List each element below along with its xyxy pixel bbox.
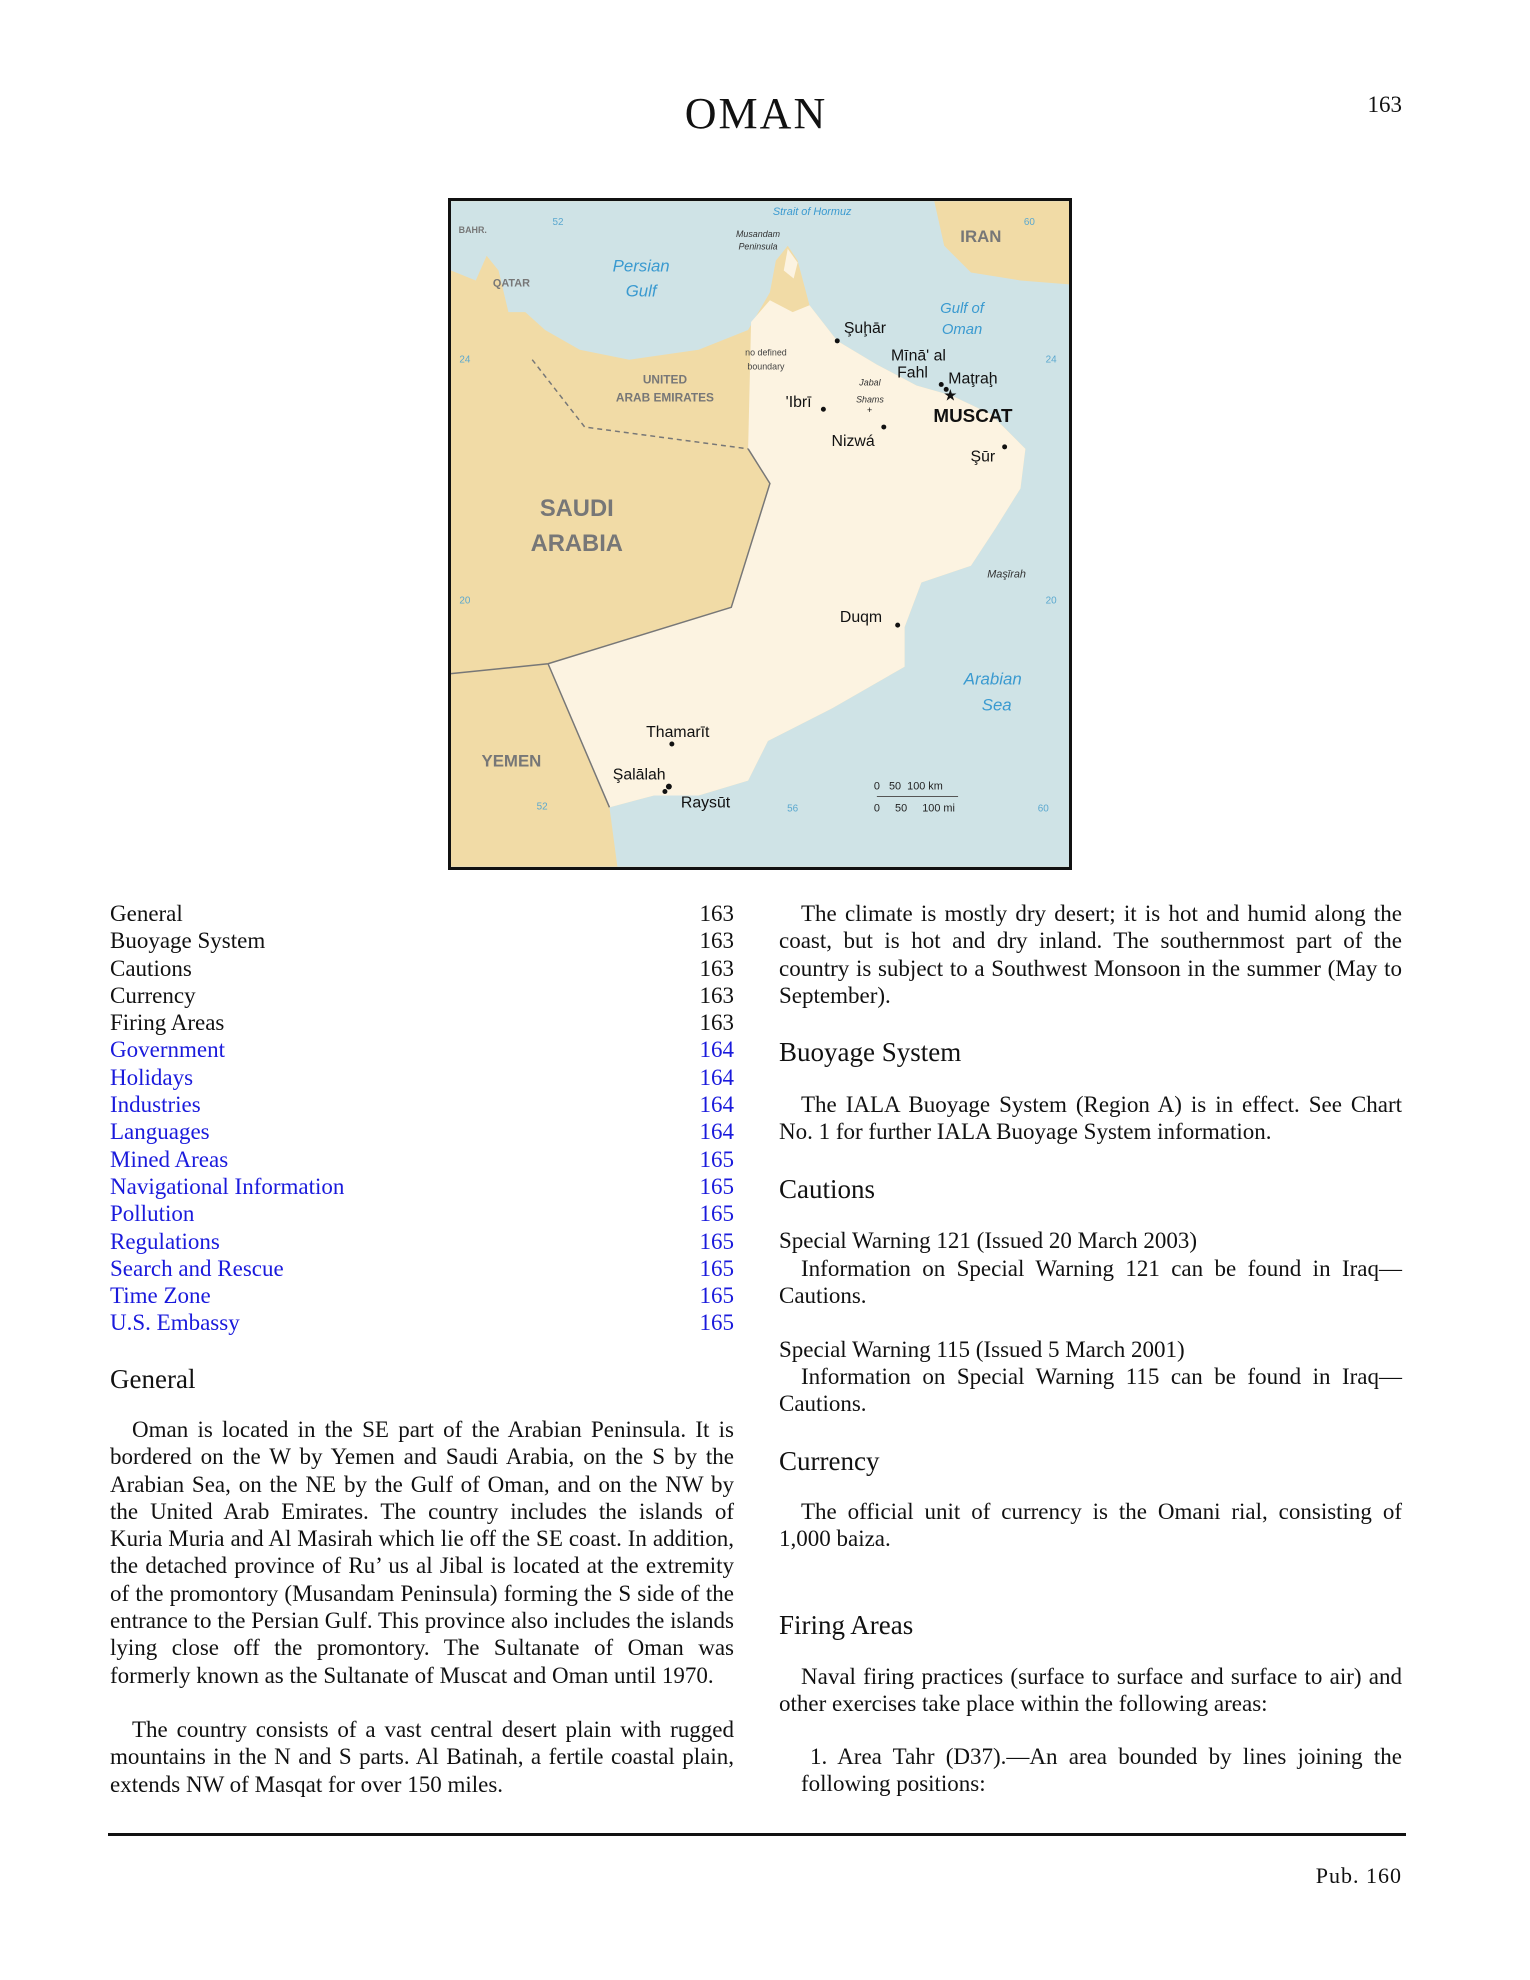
toc-entry[interactable] bbox=[110, 1118, 734, 1145]
toc-entry-page[interactable]: 164 bbox=[699, 1037, 734, 1063]
general-paragraph-2: The country consists of a vast central desert plain with rugged mountains in the N and S parts. Al Batinah, a fertile coastal plain, extends NW of Masqat for over 150 miles. bbox=[110, 1717, 734, 1797]
warning-115-title: Special Warning 115 (Issued 5 March 2001) bbox=[779, 1337, 1185, 1362]
lon-60-top: 60 bbox=[1023, 217, 1035, 228]
toc-entry-label: Buoyage System bbox=[110, 928, 266, 954]
toc-entry bbox=[110, 1009, 734, 1036]
toc-entry-page: 163 bbox=[699, 1010, 734, 1036]
city-dot-sur bbox=[1002, 444, 1007, 449]
toc-entry-page: 163 bbox=[699, 901, 734, 926]
city-fahl: Fahl bbox=[897, 364, 928, 382]
map-label-qatar: QATAR bbox=[492, 277, 530, 290]
map-label-saudi: SAUDI bbox=[539, 495, 614, 523]
toc-entry[interactable] bbox=[110, 1309, 734, 1336]
toc-entry[interactable] bbox=[110, 1228, 734, 1255]
map-label-bahr: BAHR. bbox=[458, 224, 487, 235]
toc-entry bbox=[110, 955, 734, 982]
toc-entry-label[interactable]: Regulations bbox=[110, 1228, 220, 1254]
toc-entry-page[interactable]: 165 bbox=[699, 1201, 734, 1227]
firing-area-item-1: 1. Area Tahr (D37).—An area bounded by lines joining the following positions: bbox=[801, 1744, 1402, 1797]
city-dot-raysut bbox=[662, 789, 667, 794]
capital-star-icon: ★ bbox=[943, 387, 958, 405]
lat-20-left: 20 bbox=[459, 595, 471, 607]
map-label-shams: Shams bbox=[856, 394, 884, 405]
toc-entry-label[interactable]: Pollution bbox=[110, 1201, 195, 1227]
publication-label: Pub. 160 bbox=[1315, 1863, 1402, 1888]
toc-entry-label[interactable]: Government bbox=[110, 1037, 225, 1063]
toc-entry[interactable] bbox=[110, 1282, 734, 1309]
oman-map bbox=[448, 198, 1072, 870]
scale-mi: 0 50 100 mi bbox=[873, 802, 955, 815]
lat-24-right: 24 bbox=[1045, 354, 1057, 366]
heading-cautions: Cautions bbox=[779, 1174, 876, 1204]
map-label-arabia: ARABIA bbox=[530, 529, 623, 557]
toc-entry-page: 163 bbox=[699, 982, 734, 1008]
city-mina-al: Mīnā' al bbox=[890, 347, 946, 365]
toc-entry-page[interactable]: 165 bbox=[699, 1228, 734, 1254]
toc-entry-label: Cautions bbox=[110, 955, 192, 981]
general-paragraph-climate: The climate is mostly dry desert; it is hot and humid along the coast, but is hot and dry inland. The southernmost part of the country is subject to a Southwest Monsoon in the summer (May to September). bbox=[779, 901, 1402, 1008]
toc-entry-label[interactable]: Search and Rescue bbox=[110, 1255, 284, 1281]
toc-entry[interactable] bbox=[110, 1173, 734, 1200]
heading-currency: Currency bbox=[779, 1446, 880, 1476]
map-label-persian: Persian bbox=[612, 256, 670, 276]
map-label-gulf: Gulf bbox=[625, 281, 657, 301]
page-number: 163 bbox=[1367, 92, 1402, 117]
currency-paragraph: The official unit of currency is the Omani rial, consisting of 1,000 baiza. bbox=[779, 1499, 1402, 1552]
toc-entry-label[interactable]: Mined Areas bbox=[110, 1146, 229, 1172]
toc-entry-page[interactable]: 165 bbox=[699, 1255, 734, 1281]
toc-entry-page: 163 bbox=[699, 955, 734, 981]
mountain-marker-icon: + bbox=[866, 405, 873, 416]
toc-entry-label[interactable]: Industries bbox=[110, 1092, 201, 1118]
map-label-musandam: Musandam bbox=[735, 228, 781, 239]
city-dot-nizwa bbox=[881, 425, 886, 430]
city-dot-salalah bbox=[666, 784, 672, 790]
city-dot-suhar bbox=[835, 338, 840, 343]
toc-entry-page[interactable]: 165 bbox=[699, 1146, 734, 1172]
map-label-boundary: boundary bbox=[747, 361, 785, 372]
toc-entry-label: Currency bbox=[110, 982, 196, 1008]
heading-general: General bbox=[110, 1364, 196, 1394]
page-title: OMAN bbox=[684, 89, 828, 138]
map-label-hormuz: Strait of Hormuz bbox=[772, 206, 852, 219]
lon-60-bottom: 60 bbox=[1037, 803, 1049, 815]
toc-entry-page[interactable]: 164 bbox=[699, 1119, 734, 1145]
map-label-masirah: Maşīrah bbox=[987, 568, 1026, 581]
firing-paragraph: Naval firing practices (surface to surface and surface to air) and other exercises take place within the following areas: bbox=[779, 1664, 1402, 1717]
toc-entry[interactable] bbox=[110, 1091, 734, 1118]
heading-firing-areas: Firing Areas bbox=[779, 1610, 914, 1640]
map-label-iran: IRAN bbox=[960, 226, 1002, 246]
toc-entry[interactable] bbox=[110, 1200, 734, 1227]
toc-entry bbox=[110, 900, 734, 927]
toc-entry-label: General bbox=[110, 901, 183, 926]
toc-entry-page[interactable]: 164 bbox=[699, 1092, 734, 1118]
toc-entry-page[interactable]: 165 bbox=[699, 1283, 734, 1309]
toc-entry[interactable] bbox=[110, 1036, 734, 1063]
city-raysut: Raysūt bbox=[680, 794, 731, 812]
toc-entry-page[interactable]: 165 bbox=[699, 1310, 734, 1336]
toc-entry-label: Firing Areas bbox=[110, 1010, 225, 1036]
city-suhar: Şuḩār bbox=[843, 319, 887, 337]
city-dot-duqm bbox=[895, 623, 900, 628]
city-ibri: 'Ibrī bbox=[785, 394, 812, 412]
map-label-oman-sea: Oman bbox=[941, 321, 983, 338]
table-of-contents bbox=[110, 900, 734, 1337]
city-dot-thamarit bbox=[669, 741, 674, 746]
city-duqm: Duqm bbox=[839, 609, 883, 627]
lon-52-bottom: 52 bbox=[536, 801, 548, 813]
footer-divider bbox=[108, 1833, 1406, 1836]
map-label-sea: Sea bbox=[981, 695, 1012, 715]
warning-121-text: Information on Special Warning 121 can be found in Iraq—Cautions. bbox=[779, 1256, 1402, 1309]
toc-entry bbox=[110, 927, 734, 954]
lon-56-bottom: 56 bbox=[787, 803, 799, 815]
toc-entry bbox=[110, 982, 734, 1009]
toc-entry-page[interactable]: 165 bbox=[699, 1173, 734, 1199]
toc-entry-label[interactable]: Languages bbox=[110, 1119, 210, 1145]
city-matrah: Maţraḩ bbox=[948, 370, 998, 388]
warning-121-title: Special Warning 121 (Issued 20 March 2003) bbox=[779, 1228, 1198, 1253]
heading-buoyage-system: Buoyage System bbox=[779, 1037, 962, 1067]
general-paragraph-1: Oman is located in the SE part of the Arabian Peninsula. It is bordered on the W by Yemen and Saudi Arabia, on the S by the Arabian Sea, on the NE by the Gulf of Oman, and on the NW by the United Arab Emirates. The country includes the islands of Kuria Muria and Al Masirah which lie off the SE coast. In addition, the detached province of Ru’ us al Jibal is located at the extremity of the promontory (Musandam Peninsula) forming the S side of the entrance to the Persian Gulf. This province also includes the islands lying close off the promontory. The Sultanate of Oman was formerly known as the Sultanate of Muscat and Oman until 1970. bbox=[110, 1417, 734, 1688]
map-label-united: UNITED bbox=[642, 372, 688, 387]
map-label-peninsula: Peninsula bbox=[738, 241, 778, 252]
warning-115-text: Information on Special Warning 115 can be found in Iraq—Cautions. bbox=[779, 1364, 1402, 1417]
toc-entry-label[interactable]: U.S. Embassy bbox=[110, 1310, 240, 1336]
toc-entry-page[interactable]: 164 bbox=[699, 1064, 734, 1090]
city-dot-mina bbox=[939, 382, 944, 387]
city-salalah: Şalālah bbox=[612, 766, 666, 784]
map-label-no-defined: no defined bbox=[745, 347, 787, 358]
toc-entry-label[interactable]: Navigational Information bbox=[110, 1173, 345, 1199]
scale-km: 0 50 100 km bbox=[873, 780, 943, 793]
toc-entry[interactable] bbox=[110, 1146, 734, 1173]
lon-52-top: 52 bbox=[552, 217, 564, 228]
map-label-arab-emirates: ARAB EMIRATES bbox=[615, 390, 714, 405]
toc-entry-label[interactable]: Time Zone bbox=[110, 1283, 211, 1309]
city-nizwa: Nizwá bbox=[831, 432, 875, 450]
toc-entry-page: 163 bbox=[699, 928, 734, 954]
map-label-jabal: Jabal bbox=[859, 377, 881, 388]
map-label-gulf-of: Gulf of bbox=[940, 301, 984, 318]
map-label-arabian: Arabian bbox=[963, 669, 1022, 689]
lat-20-right: 20 bbox=[1045, 595, 1057, 607]
city-dot-ibri bbox=[821, 407, 826, 412]
city-thamarit: Thamarīt bbox=[646, 724, 710, 742]
map-label-yemen: YEMEN bbox=[481, 751, 542, 771]
buoyage-paragraph: The IALA Buoyage System (Region A) is in effect. See Chart No. 1 for further IALA Buoyage System information. bbox=[779, 1092, 1402, 1145]
city-muscat: MUSCAT bbox=[933, 405, 1013, 427]
toc-entry-label[interactable]: Holidays bbox=[110, 1064, 194, 1090]
toc-entry[interactable] bbox=[110, 1255, 734, 1282]
lat-24-left: 24 bbox=[459, 354, 471, 366]
toc-entry[interactable] bbox=[110, 1064, 734, 1091]
city-sur: Şūr bbox=[970, 448, 996, 466]
